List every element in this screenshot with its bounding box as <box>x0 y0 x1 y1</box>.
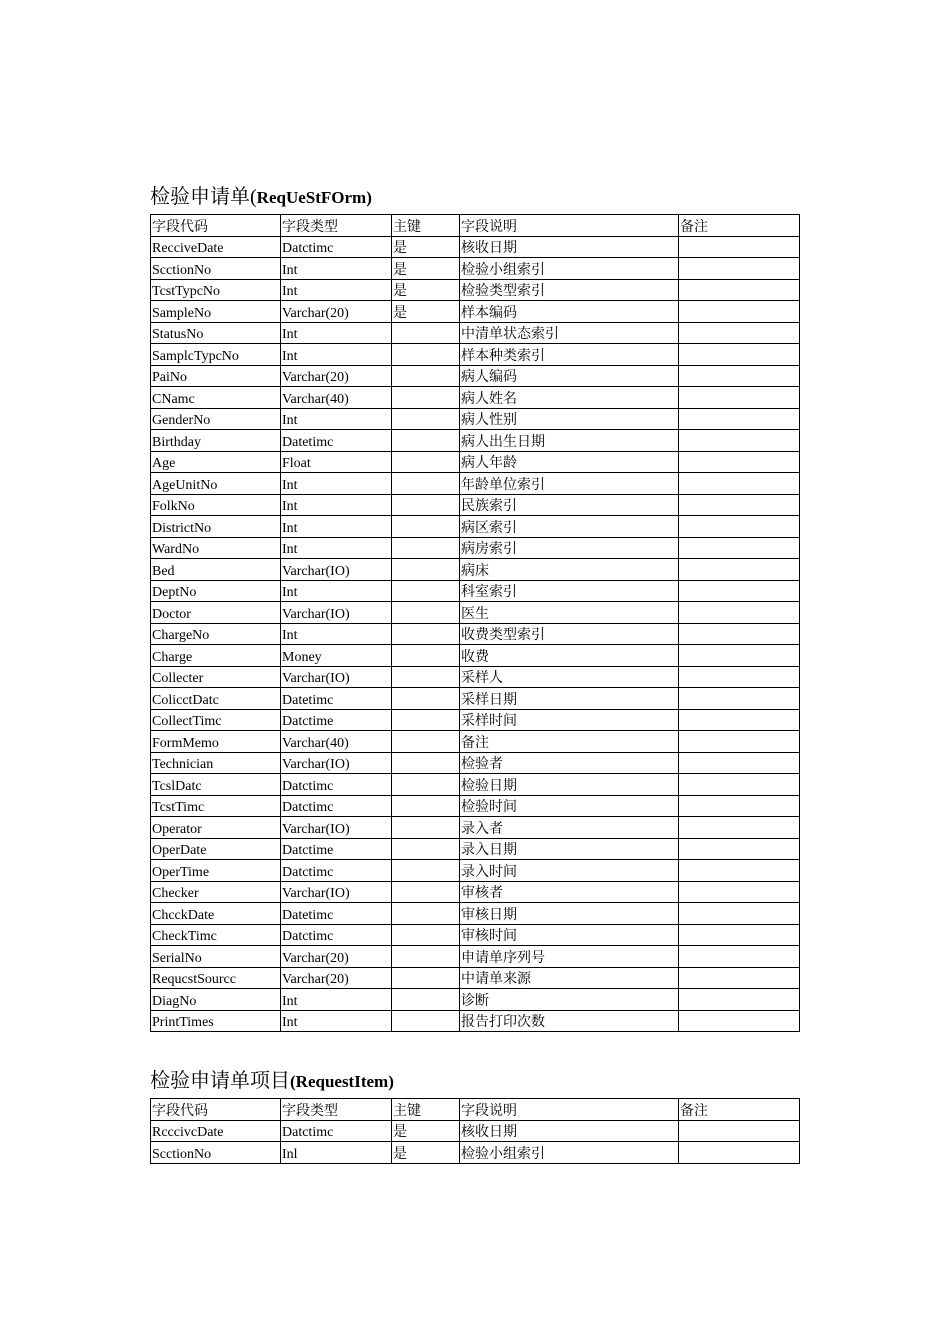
cell-remark <box>679 709 800 731</box>
header-remark: 备注 <box>679 215 800 237</box>
cell-field-type: Int <box>281 537 392 559</box>
cell-field-type: Money <box>281 645 392 667</box>
cell-field-description: 申请单序列号 <box>460 946 679 968</box>
header-remark: 备注 <box>679 1099 800 1121</box>
cell-field-code: TcslDatc <box>151 774 281 796</box>
cell-primary-key <box>392 946 460 968</box>
cell-primary-key <box>392 903 460 925</box>
cell-remark <box>679 989 800 1011</box>
table-row <box>151 408 800 430</box>
cell-field-description: 病人姓名 <box>460 387 679 409</box>
cell-primary-key <box>392 881 460 903</box>
cell-primary-key <box>392 473 460 495</box>
table-row <box>151 516 800 538</box>
cell-field-code: Checker <box>151 881 281 903</box>
cell-field-code: TcstTimc <box>151 795 281 817</box>
table-row <box>151 387 800 409</box>
cell-field-type: Datctimc <box>281 795 392 817</box>
table-row <box>151 623 800 645</box>
cell-field-type: Int <box>281 258 392 280</box>
cell-remark <box>679 731 800 753</box>
cell-primary-key <box>392 365 460 387</box>
cell-field-description: 诊断 <box>460 989 679 1011</box>
cell-remark <box>679 946 800 968</box>
section-2-title <box>150 1064 394 1093</box>
cell-primary-key <box>392 795 460 817</box>
cell-primary-key <box>392 494 460 516</box>
section-1-title <box>150 180 372 209</box>
cell-primary-key <box>392 688 460 710</box>
table-row <box>151 645 800 667</box>
cell-primary-key: 是 <box>392 1120 460 1142</box>
cell-remark <box>679 795 800 817</box>
table-row <box>151 731 800 753</box>
cell-remark <box>679 430 800 452</box>
cell-field-description: 科室索引 <box>460 580 679 602</box>
cell-field-description: 病人出生日期 <box>460 430 679 452</box>
cell-primary-key <box>392 344 460 366</box>
cell-field-description: 病床 <box>460 559 679 581</box>
cell-primary-key <box>392 322 460 344</box>
section-1-title-en: ReqUeStFOrm) <box>256 188 372 207</box>
table-row <box>151 838 800 860</box>
cell-field-type: Varchar(IO) <box>281 752 392 774</box>
cell-field-code: RcccivcDate <box>151 1120 281 1142</box>
table-row <box>151 473 800 495</box>
cell-field-type: Varchar(IO) <box>281 881 392 903</box>
cell-primary-key <box>392 645 460 667</box>
cell-field-type: Int <box>281 580 392 602</box>
cell-field-code: Bed <box>151 559 281 581</box>
cell-primary-key: 是 <box>392 258 460 280</box>
cell-remark <box>679 473 800 495</box>
cell-field-description: 收费 <box>460 645 679 667</box>
cell-field-type: Datetimc <box>281 688 392 710</box>
table-row <box>151 924 800 946</box>
cell-field-code: Operator <box>151 817 281 839</box>
cell-field-type: Varchar(IO) <box>281 666 392 688</box>
cell-field-code: OperDate <box>151 838 281 860</box>
cell-field-description: 核收日期 <box>460 1120 679 1142</box>
header-field-type: 字段类型 <box>281 1099 392 1121</box>
header-field-description: 字段说明 <box>460 1099 679 1121</box>
cell-remark <box>679 645 800 667</box>
cell-remark <box>679 623 800 645</box>
cell-field-type: Datctimc <box>281 236 392 258</box>
cell-field-type: Datctimc <box>281 774 392 796</box>
cell-remark <box>679 752 800 774</box>
cell-field-code: CheckTimc <box>151 924 281 946</box>
cell-field-type: Int <box>281 473 392 495</box>
cell-field-type: Int <box>281 279 392 301</box>
cell-field-type: Varchar(20) <box>281 946 392 968</box>
cell-primary-key <box>392 537 460 559</box>
cell-field-code: WardNo <box>151 537 281 559</box>
cell-remark <box>679 559 800 581</box>
cell-field-description: 录入者 <box>460 817 679 839</box>
cell-primary-key <box>392 580 460 602</box>
cell-remark <box>679 580 800 602</box>
cell-field-description: 录入时间 <box>460 860 679 882</box>
table-row <box>151 580 800 602</box>
table-row <box>151 989 800 1011</box>
cell-field-description: 检验小组索引 <box>460 258 679 280</box>
cell-field-code: CollectTimc <box>151 709 281 731</box>
cell-remark <box>679 860 800 882</box>
cell-remark <box>679 236 800 258</box>
table-row <box>151 301 800 323</box>
cell-field-description: 录入日期 <box>460 838 679 860</box>
cell-remark <box>679 387 800 409</box>
cell-primary-key <box>392 387 460 409</box>
cell-field-description: 采样日期 <box>460 688 679 710</box>
cell-field-type: Datctimc <box>281 860 392 882</box>
cell-remark <box>679 408 800 430</box>
cell-field-type: Int <box>281 623 392 645</box>
table-row <box>151 946 800 968</box>
cell-primary-key <box>392 989 460 1011</box>
cell-remark <box>679 817 800 839</box>
cell-field-type: Varchar(20) <box>281 301 392 323</box>
cell-field-type: Varchar(40) <box>281 731 392 753</box>
cell-primary-key <box>392 709 460 731</box>
cell-primary-key: 是 <box>392 301 460 323</box>
cell-field-type: Int <box>281 989 392 1011</box>
cell-field-code: ColicctDatc <box>151 688 281 710</box>
cell-field-type: Varchar(40) <box>281 387 392 409</box>
header-primary-key: 主键 <box>392 1099 460 1121</box>
cell-primary-key <box>392 924 460 946</box>
cell-remark <box>679 602 800 624</box>
table-row <box>151 559 800 581</box>
cell-field-description: 检验者 <box>460 752 679 774</box>
cell-remark <box>679 838 800 860</box>
cell-remark <box>679 365 800 387</box>
cell-remark <box>679 1120 800 1142</box>
cell-field-description: 中请单来源 <box>460 967 679 989</box>
cell-field-code: SerialNo <box>151 946 281 968</box>
table-row <box>151 602 800 624</box>
cell-field-code: GenderNo <box>151 408 281 430</box>
table-row <box>151 666 800 688</box>
cell-primary-key <box>392 838 460 860</box>
cell-field-code: Birthday <box>151 430 281 452</box>
table-row <box>151 1142 800 1164</box>
cell-field-type: Varchar(IO) <box>281 817 392 839</box>
cell-field-code: CNamc <box>151 387 281 409</box>
cell-field-code: FormMemo <box>151 731 281 753</box>
cell-field-description: 病人年龄 <box>460 451 679 473</box>
cell-remark <box>679 688 800 710</box>
cell-field-description: 检验小组索引 <box>460 1142 679 1164</box>
cell-field-code: AgeUnitNo <box>151 473 281 495</box>
cell-primary-key <box>392 817 460 839</box>
table-row <box>151 688 800 710</box>
table-row <box>151 903 800 925</box>
section-2-title-cn: 检验申请单项目 <box>150 1070 290 1092</box>
cell-remark <box>679 451 800 473</box>
cell-field-type: Float <box>281 451 392 473</box>
cell-primary-key <box>392 752 460 774</box>
cell-field-code: SampleNo <box>151 301 281 323</box>
header-field-description: 字段说明 <box>460 215 679 237</box>
cell-field-description: 核收日期 <box>460 236 679 258</box>
cell-field-code: StatusNo <box>151 322 281 344</box>
table-row <box>151 881 800 903</box>
cell-field-code: Doctor <box>151 602 281 624</box>
cell-field-code: RecciveDate <box>151 236 281 258</box>
table-row <box>151 537 800 559</box>
table-row <box>151 817 800 839</box>
cell-field-code: DeptNo <box>151 580 281 602</box>
cell-field-description: 报告打印次数 <box>460 1010 679 1032</box>
cell-remark <box>679 322 800 344</box>
table-row <box>151 494 800 516</box>
cell-field-code: FolkNo <box>151 494 281 516</box>
cell-field-description: 病人编码 <box>460 365 679 387</box>
table-row <box>151 1010 800 1032</box>
cell-field-code: ScctionNo <box>151 258 281 280</box>
table-row <box>151 279 800 301</box>
cell-field-type: Int <box>281 344 392 366</box>
cell-remark <box>679 666 800 688</box>
cell-field-type: Datctime <box>281 838 392 860</box>
table-row <box>151 344 800 366</box>
cell-field-type: Int <box>281 1010 392 1032</box>
cell-remark <box>679 1142 800 1164</box>
cell-remark <box>679 301 800 323</box>
cell-remark <box>679 279 800 301</box>
header-field-code: 字段代码 <box>151 1099 281 1121</box>
cell-field-type: Datctime <box>281 709 392 731</box>
header-field-code: 字段代码 <box>151 215 281 237</box>
cell-field-code: RequcstSourcc <box>151 967 281 989</box>
cell-field-code: DistrictNo <box>151 516 281 538</box>
cell-remark <box>679 258 800 280</box>
cell-field-type: Int <box>281 516 392 538</box>
cell-field-code: Collecter <box>151 666 281 688</box>
cell-field-code: OperTime <box>151 860 281 882</box>
cell-field-type: Int <box>281 322 392 344</box>
cell-field-code: DiagNo <box>151 989 281 1011</box>
cell-remark <box>679 774 800 796</box>
request-form-table <box>150 214 800 1032</box>
cell-field-description: 病区索引 <box>460 516 679 538</box>
cell-remark <box>679 537 800 559</box>
section-2-title-en: (RequestItem) <box>290 1072 394 1091</box>
cell-field-type: Datetimc <box>281 430 392 452</box>
table-row <box>151 860 800 882</box>
cell-field-type: Varchar(20) <box>281 967 392 989</box>
table-header-row <box>151 1099 800 1121</box>
cell-primary-key <box>392 516 460 538</box>
cell-field-description: 审核日期 <box>460 903 679 925</box>
table-row <box>151 451 800 473</box>
cell-field-description: 检验类型索引 <box>460 279 679 301</box>
cell-field-type: Datetimc <box>281 903 392 925</box>
cell-field-description: 样本种类索引 <box>460 344 679 366</box>
header-field-type: 字段类型 <box>281 215 392 237</box>
cell-field-type: Varchar(20) <box>281 365 392 387</box>
table-row <box>151 967 800 989</box>
cell-primary-key <box>392 731 460 753</box>
cell-field-description: 审核者 <box>460 881 679 903</box>
cell-remark <box>679 924 800 946</box>
cell-field-description: 年龄单位索引 <box>460 473 679 495</box>
cell-primary-key <box>392 1010 460 1032</box>
table-row <box>151 709 800 731</box>
cell-field-code: Age <box>151 451 281 473</box>
cell-field-description: 备注 <box>460 731 679 753</box>
cell-field-code: PrintTimes <box>151 1010 281 1032</box>
cell-field-description: 民族索引 <box>460 494 679 516</box>
cell-primary-key <box>392 430 460 452</box>
request-item-table <box>150 1098 800 1164</box>
cell-primary-key <box>392 602 460 624</box>
cell-remark <box>679 967 800 989</box>
table-row <box>151 365 800 387</box>
cell-primary-key: 是 <box>392 236 460 258</box>
table-row <box>151 258 800 280</box>
cell-field-type: Int <box>281 494 392 516</box>
cell-primary-key <box>392 559 460 581</box>
cell-field-type: Datctimc <box>281 924 392 946</box>
table-row <box>151 795 800 817</box>
cell-remark <box>679 344 800 366</box>
cell-field-description: 采样时间 <box>460 709 679 731</box>
cell-field-code: ChargeNo <box>151 623 281 645</box>
cell-field-code: SamplcTypcNo <box>151 344 281 366</box>
table-header-row <box>151 215 800 237</box>
cell-field-type: Varchar(IO) <box>281 602 392 624</box>
cell-field-description: 样本编码 <box>460 301 679 323</box>
cell-primary-key <box>392 451 460 473</box>
cell-field-description: 检验日期 <box>460 774 679 796</box>
section-1-title-cn: 检验申请单( <box>150 186 257 208</box>
cell-primary-key: 是 <box>392 1142 460 1164</box>
cell-field-description: 病房索引 <box>460 537 679 559</box>
cell-field-description: 病人性别 <box>460 408 679 430</box>
table-row <box>151 430 800 452</box>
cell-remark <box>679 516 800 538</box>
cell-primary-key: 是 <box>392 279 460 301</box>
cell-field-code: PaiNo <box>151 365 281 387</box>
cell-primary-key <box>392 860 460 882</box>
cell-field-type: Datctimc <box>281 1120 392 1142</box>
cell-field-description: 审核时间 <box>460 924 679 946</box>
table-row <box>151 236 800 258</box>
cell-primary-key <box>392 967 460 989</box>
cell-remark <box>679 903 800 925</box>
cell-field-description: 中清单状态索引 <box>460 322 679 344</box>
cell-primary-key <box>392 666 460 688</box>
cell-field-code: TcstTypcNo <box>151 279 281 301</box>
cell-field-description: 采样人 <box>460 666 679 688</box>
cell-field-code: Technician <box>151 752 281 774</box>
table-row <box>151 1120 800 1142</box>
header-primary-key: 主键 <box>392 215 460 237</box>
cell-remark <box>679 881 800 903</box>
cell-remark <box>679 1010 800 1032</box>
cell-field-type: Inl <box>281 1142 392 1164</box>
cell-remark <box>679 494 800 516</box>
cell-primary-key <box>392 623 460 645</box>
cell-primary-key <box>392 774 460 796</box>
cell-primary-key <box>392 408 460 430</box>
table-row <box>151 322 800 344</box>
table-row <box>151 752 800 774</box>
cell-field-type: Int <box>281 408 392 430</box>
cell-field-type: Varchar(IO) <box>281 559 392 581</box>
cell-field-code: ChcckDate <box>151 903 281 925</box>
cell-field-code: Charge <box>151 645 281 667</box>
cell-field-description: 收费类型索引 <box>460 623 679 645</box>
cell-field-description: 医生 <box>460 602 679 624</box>
table-row <box>151 774 800 796</box>
cell-field-code: ScctionNo <box>151 1142 281 1164</box>
cell-field-description: 检验时间 <box>460 795 679 817</box>
